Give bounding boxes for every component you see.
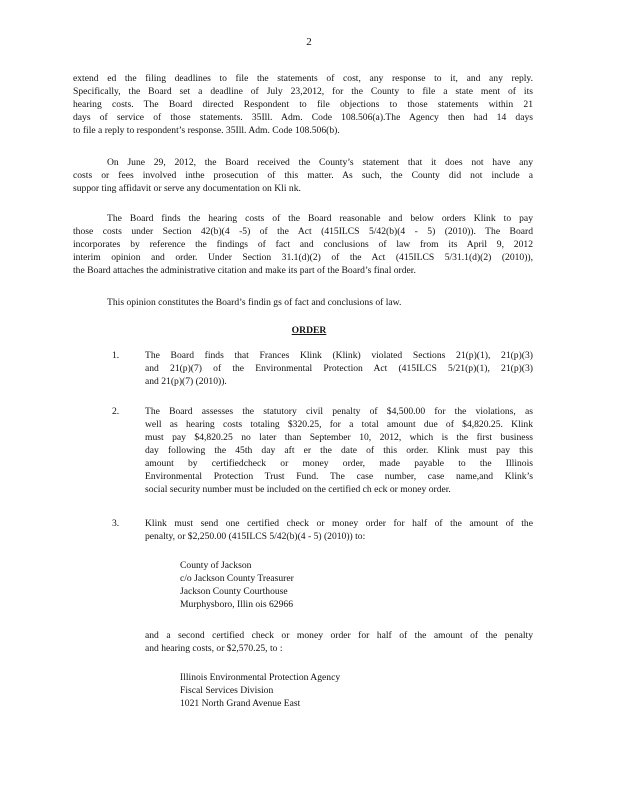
item-number: 2. <box>112 406 120 417</box>
text-line: and 21(p)(7) of the Environmental Protection Act (415ILCS 5/21(p)(1), 21(p)(3) <box>145 363 533 374</box>
item-body <box>145 349 533 388</box>
text-line: Environmental Protection Trust Fund. The case number, case name,and Klink’s <box>145 471 533 482</box>
text-line: suppor ting affidavit or serve any documentation on Kli nk. <box>73 183 301 194</box>
address-line: c/o Jackson County Treasurer <box>180 573 294 584</box>
text-line: those costs under Section 42(b)(4 -5) of the Act (415ILCS 5/42(b)(4 - 5) (2010)). The Board <box>73 226 533 237</box>
text-line: The Board finds the hearing costs of the Board reasonable and below orders Klink to pay <box>107 213 533 224</box>
item-number: 1. <box>112 350 120 361</box>
paragraph-deadlines <box>73 72 533 137</box>
address-line: Fiscal Services Division <box>180 685 274 696</box>
paragraph-opinion <box>73 296 533 309</box>
text-line: and hearing costs, or $2,570.25, to : <box>145 643 283 654</box>
text-line: Specifically, the Board set a deadline of July 23,2012, for the County to file a state ment of its <box>73 86 533 97</box>
text-line: must pay $4,820.25 no later than September 10, 2012, which is the first business <box>145 432 533 443</box>
address-line: Illinois Environmental Protection Agency <box>180 672 341 683</box>
text-line: and a second certified check or money order for half of the amount of the penalty <box>145 630 533 641</box>
text-line: the Board attaches the administrative citation and make its part of the Board’s final order. <box>73 265 416 276</box>
text-line: interim opinion and order. Under Section 31.1(d)(2) of the Act (415ILCS 5/31.1(d)(2) (2010)), <box>73 252 533 263</box>
text-line: costs or fees involved inthe prosecution of this matter. As such, the County did not include a <box>73 170 533 181</box>
paragraph-findings <box>73 212 533 277</box>
text-line: to file a reply to respondent’s response. 35Ill. Adm. Code 108.506(b). <box>73 125 340 136</box>
order-heading <box>0 324 618 337</box>
page-number: 2 <box>306 36 312 48</box>
address-county <box>180 559 294 611</box>
text-line: day following the 45th day aft er the date of this order. Klink must pay this <box>145 445 533 456</box>
address-line: 1021 North Grand Avenue East <box>180 698 301 709</box>
address-agency <box>180 671 340 710</box>
text-line: extend ed the filing deadlines to file the statements of cost, any response to it, and any reply. <box>73 73 533 84</box>
paragraph-county-statement <box>73 156 533 195</box>
item-body <box>145 517 533 543</box>
item-3-continuation <box>145 629 533 655</box>
text-line: hearing costs. The Board directed Respondent to file objections to those statements within 21 <box>73 99 533 110</box>
text-line: On June 29, 2012, the Board received the County’s statement that it does not have any <box>107 157 533 168</box>
text-line: The Board assesses the statutory civil penalty of $4,500.00 for the violations, as <box>145 406 533 417</box>
text-line: penalty, or $2,250.00 (415ILCS 5/42(b)(4 - 5) (2010)) to: <box>145 531 366 542</box>
text-line: incorporates by reference the findings of fact and conclusions of law from its April 9, 2012 <box>73 239 533 250</box>
text-line: The Board finds that Frances Klink (Klink) violated Sections 21(p)(1), 21(p)(3) <box>145 350 533 361</box>
text-line: amount by certifiedcheck or money order, made payable to the Illinois <box>145 458 533 469</box>
address-line: Jackson County Courthouse <box>180 586 288 597</box>
address-line: Murphysboro, Illin ois 62966 <box>180 599 293 610</box>
text-line: This opinion constitutes the Board’s findin gs of fact and conclusions of law. <box>107 297 402 308</box>
item-body <box>145 405 533 496</box>
text-line: well as hearing costs totaling $320.25, for a total amount due of $4,820.25. Klink <box>145 419 533 430</box>
text-line: social security number must be included on the certified ch eck or money order. <box>145 484 451 495</box>
address-line: County of Jackson <box>180 560 252 571</box>
text-line: days of service of those statements. 35Ill. Adm. Code 108.506(a).The Agency then had 14 days <box>73 112 533 123</box>
item-number: 3. <box>112 518 120 529</box>
text-line: Klink must send one certified check or money order for half of the amount of the <box>145 518 533 529</box>
order-heading-text: ORDER <box>291 325 327 336</box>
text-line: and 21(p)(7) (2010)). <box>145 376 227 387</box>
